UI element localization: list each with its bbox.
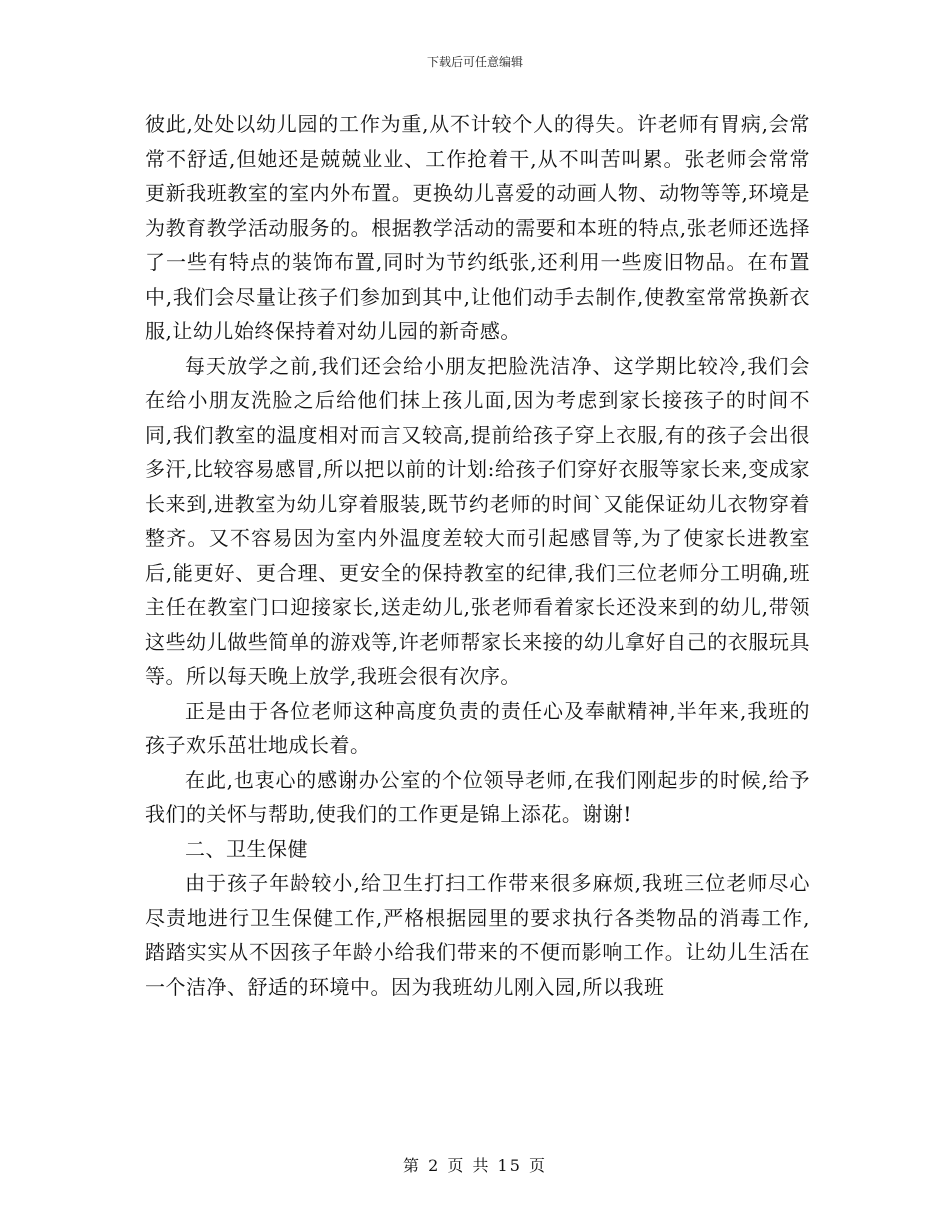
paragraph: 在此,也衷心的感谢办公室的个位领导老师,在我们刚起步的时候,给予我们的关怀与帮助,使我们的工作更是锦上添花。谢谢! <box>145 767 810 826</box>
page-number: 第 2 页 共 15 页 <box>403 1156 547 1175</box>
page-header-note: 下载后可任意编辑 <box>426 55 523 69</box>
paragraph: 每天放学之前,我们还会给小朋友把脸洗洁净、这学期比较冷,我们会在给小朋友洗脸之后给他们抹上孩儿面,因为考虑到家长接孩子的时间不同,我们教室的温度相对而言又较高,提前给孩子穿上衣服,有的孩子会出很多汗,比较容易感冒,所以把以前的计划:给孩子们穿好衣服等家长来,变成家长来到,进教室为幼儿穿着服装,既节约老师的时间`又能保证幼儿衣物穿着整齐。又不容易因为室内外温度差较大而引起感冒等,为了使家长进教室后,能更好、更合理、更安全的保持教室的纪律,我们三位老师分工明确,班主任在教室门口迎接家长,送走幼儿,张老师看着家长还没来到的幼儿,带领这些幼儿做些简单的游戏等,许老师帮家长来接的幼儿拿好自己的衣服玩具等。所以每天晚上放学,我班会很有次序。 <box>145 353 810 688</box>
paragraph: 由于孩子年龄较小,给卫生打扫工作带来很多麻烦,我班三位老师尽心尽责地进行卫生保健工作,严格根据园里的要求执行各类物品的消毒工作,踏踏实实从不因孩子年龄小给我们带来的不便而影响工作。让幼儿生活在一个洁净、舒适的环境中。因为我班幼儿刚入园,所以我班 <box>145 871 810 999</box>
paragraph: 正是由于各位老师这种高度负责的责任心及奉献精神,半年来,我班的孩子欢乐茁壮地成长着。 <box>145 698 810 757</box>
section-heading: 二、卫生保健 <box>185 836 308 861</box>
document-body <box>145 107 810 1004</box>
paragraph-continued: 彼此,处处以幼儿园的工作为重,从不计较个人的得失。许老师有胃病,会常常不舒适,但她还是兢兢业业、工作抢着干,从不叫苦叫累。张老师会常常更新我班教室的室内外布置。更换幼儿喜爱的动画人物、动物等等,环境是为教育教学活动服务的。根据教学活动的需要和本班的特点,张老师还选择了一些有特点的装饰布置,同时为节约纸张,还利用一些废旧物品。在布置中,我们会尽量让孩子们参加到其中,让他们动手去制作,使教室常常换新衣服,让幼儿始终保持着对幼儿园的新奇感。 <box>145 112 810 343</box>
